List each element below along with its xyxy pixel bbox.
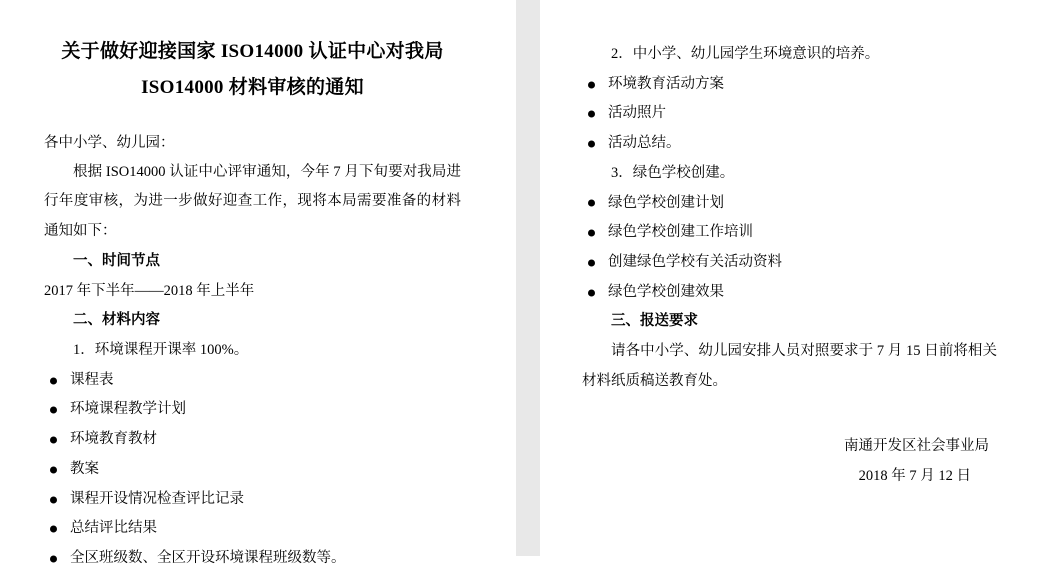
document-title	[44, 34, 461, 106]
list-item	[44, 395, 461, 425]
intro-paragraph: 根据 ISO14000 认证中心评审通知，今年 7 月下旬要对我局进行年度审核，为进一步做好迎查工作，现将本局需要准备的材料通知如下：	[44, 163, 461, 240]
bullet-dot-icon	[588, 141, 595, 148]
document-column-right	[540, 0, 1057, 556]
list-item	[582, 70, 997, 100]
bullet-dot-icon	[50, 526, 57, 533]
bullet-dot-icon	[588, 289, 595, 296]
list-item-label: 绿色学校创建工作培训	[608, 224, 753, 241]
bullet-dot-icon	[50, 437, 57, 444]
bullet-dot-icon	[50, 407, 57, 414]
bullet-dot-icon	[588, 111, 595, 118]
page-gutter	[516, 0, 540, 556]
list-item-label: 绿色学校创建计划	[608, 194, 724, 211]
section-1-heading: 一、时间节点	[73, 252, 160, 269]
list-item-label: 课程表	[70, 371, 114, 388]
list-item	[582, 99, 997, 129]
item-2-label: 2．中小学、幼儿园学生环境意识的培养。	[611, 46, 880, 62]
item-3-label: 3．绿色学校创建。	[611, 164, 735, 181]
document-column-left	[0, 0, 516, 567]
list-item-label: 环境课程教学计划	[70, 401, 186, 418]
left-column-content	[0, 0, 516, 574]
list-item-label: 课程开设情况检查评比记录	[70, 490, 244, 507]
list-item-label: 活动照片	[608, 105, 666, 122]
list-item	[582, 218, 997, 248]
section-1-text: 2017 年下半年——2018 年上半年	[44, 282, 255, 299]
right-column-content	[540, 0, 1057, 492]
bullet-dot-icon	[588, 81, 595, 88]
list-item-label: 绿色学校创建效果	[608, 283, 724, 300]
signature-organization: 南通开发区社会事业局	[844, 437, 989, 454]
list-item-label: 全区班级数、全区开设环境课程班级数等。	[70, 550, 346, 567]
section-2-heading: 二、材料内容	[73, 312, 160, 329]
list-item	[582, 189, 997, 219]
bullet-dot-icon	[588, 200, 595, 207]
signature-date: 2018 年 7 月 12 日	[858, 468, 971, 485]
list-item	[582, 278, 997, 308]
list-item-label: 环境教育活动方案	[608, 75, 724, 92]
bullet-dot-icon	[50, 496, 57, 503]
list-item	[44, 485, 461, 515]
list-item-label: 创建绿色学校有关活动资料	[608, 254, 782, 271]
list-item	[44, 544, 461, 574]
bullet-dot-icon	[50, 377, 57, 384]
list-item-label: 教案	[70, 460, 99, 477]
list-item	[44, 366, 461, 396]
signature-block	[582, 431, 997, 492]
list-item-label: 总结评比结果	[70, 520, 157, 537]
list-item-label: 活动总结。	[608, 135, 681, 152]
document-title-line-2: ISO14000 材料审核的通知	[141, 77, 364, 99]
document-title-line-1: 关于做好迎接国家 ISO14000 认证中心对我局	[61, 41, 444, 62]
list-item	[582, 248, 997, 278]
salutation: 各中小学、幼儿园：	[44, 135, 175, 152]
bullet-dot-icon	[50, 466, 57, 473]
bullet-dot-icon	[50, 555, 57, 562]
section-3-heading: 三、报送要求	[611, 313, 698, 330]
list-item	[44, 425, 461, 455]
section-3-text: 请各中小学、幼儿园安排人员对照要求于 7 月 15 日前将相关材料纸质稿送教育处。	[582, 343, 997, 389]
bullet-dot-icon	[588, 259, 595, 266]
item-1-label: 1．环境课程开课率 100%。	[73, 342, 249, 359]
list-item	[44, 455, 461, 485]
list-item-label: 环境教育教材	[70, 431, 157, 448]
bullet-dot-icon	[588, 230, 595, 237]
list-item	[44, 514, 461, 544]
list-item	[582, 129, 997, 159]
